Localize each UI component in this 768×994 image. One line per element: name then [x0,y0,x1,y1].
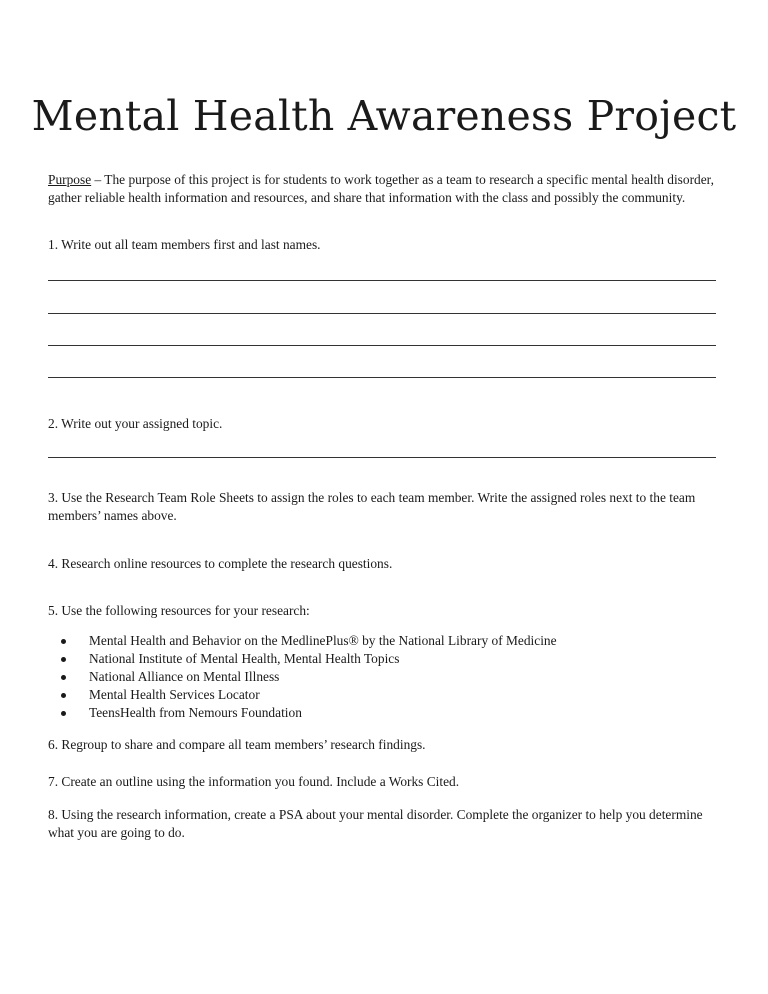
resource-label: TeensHealth from Nemours Foundation [89,705,302,720]
step-8: 8. Using the research information, create a PSA about your mental disorder. Complete the organizer to help you determine what you are going to do. [48,807,703,840]
step-7: 7. Create an outline using the information you found. Include a Works Cited. [48,774,460,789]
resource-label: National Institute of Mental Health, Mental Health Topics [89,651,400,666]
bullet-icon [61,693,66,698]
step-3: 3. Use the Research Team Role Sheets to assign the roles to each team member. Write the assigned roles next to the team members’ names above. [48,490,696,523]
list-item [48,632,724,650]
list-item [48,686,724,704]
assigned-topic-line[interactable] [48,457,716,458]
purpose-label: Purpose [48,172,92,187]
step-6: 6. Regroup to share and compare all team members’ research findings. [48,737,426,752]
page-title: Mental Health Awareness Project [31,92,737,140]
resource-label: National Alliance on Mental Illness [89,669,280,684]
list-item [48,650,724,668]
step-5: 5. Use the following resources for your research: [48,603,310,618]
list-item [48,704,724,722]
team-member-line[interactable] [48,313,716,314]
bullet-icon [61,711,66,716]
resource-list [48,632,724,722]
list-item [48,668,724,686]
step-2: 2. Write out your assigned topic. [48,416,223,431]
purpose-text: – The purpose of this project is for students to work together as a team to research a specific mental health disorder, gather reliable health information and resources, and share that information with the class and possibly the community. [48,172,714,205]
team-member-line[interactable] [48,345,716,346]
step-1: 1. Write out all team members first and last names. [48,237,321,252]
resource-label: Mental Health and Behavior on the MedlinePlus® by the National Library of Medicine [89,633,557,648]
bullet-icon [61,657,66,662]
team-member-line[interactable] [48,377,716,378]
bullet-icon [61,675,66,680]
bullet-icon [61,639,66,644]
purpose-paragraph [48,171,724,207]
team-member-line[interactable] [48,280,716,281]
resource-label: Mental Health Services Locator [89,687,260,702]
step-4: 4. Research online resources to complete the research questions. [48,556,393,571]
